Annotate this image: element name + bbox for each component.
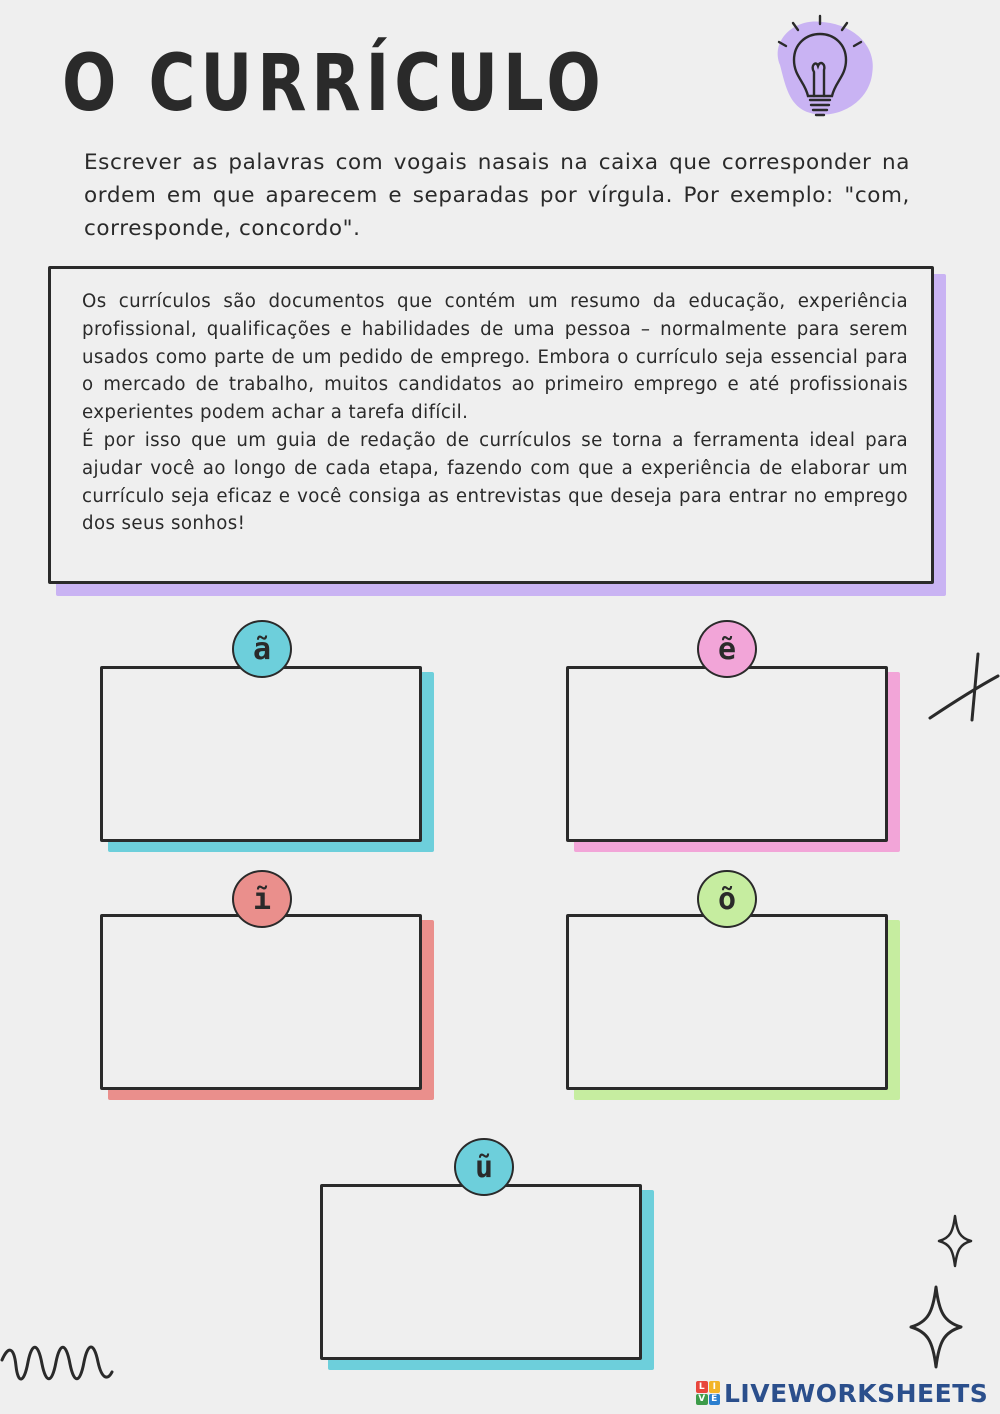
- answer-box-a[interactable]: [100, 666, 422, 842]
- answer-box-o[interactable]: [566, 914, 888, 1090]
- label-badge-i: ĩ: [232, 870, 292, 928]
- answer-box-u[interactable]: [320, 1184, 642, 1360]
- cross-scribble-icon: [924, 650, 1000, 726]
- passage-paragraph-2: É por isso que um guia de redação de currículos se torna a ferramenta ideal para ajudar você ao longo de cada etapa, fazendo com que a experiência de elaborar um currículo seja eficaz e você consiga as entrevistas que deseja para entrar no emprego dos seus sonhos!: [82, 429, 908, 535]
- brand-name: LIVEWORKSHEETS: [724, 1378, 989, 1408]
- label-badge-u: ũ: [454, 1138, 514, 1196]
- answer-box-e[interactable]: [566, 666, 888, 842]
- lightbulb-icon: [760, 10, 880, 130]
- page-title: O CURRÍCULO: [62, 39, 606, 129]
- sparkle-small-icon: [936, 1214, 974, 1268]
- sparkle-large-icon: [908, 1284, 964, 1370]
- liveworksheets-watermark: [696, 1378, 988, 1408]
- answer-box-i[interactable]: [100, 914, 422, 1090]
- liveworksheets-logo-icon: L I V E: [696, 1381, 720, 1405]
- passage-paragraph-1: Os currículos são documentos que contém um resumo da educação, experiência profissional, qualificações e habilidades de uma pessoa – normalmente para serem usados como parte de um pedido de emprego. Embora o currículo seja essencial para o mercado de trabalho, muitos candidatos ao primeiro emprego e até profissionais experientes podem achar a tarefa difícil.: [82, 291, 908, 424]
- zigzag-scribble-icon: [0, 1336, 116, 1392]
- reading-passage: [82, 288, 908, 538]
- label-badge-a: ã: [232, 620, 292, 678]
- label-badge-o: õ: [697, 870, 757, 928]
- instructions-text: Escrever as palavras com vogais nasais na caixa que corresponder na ordem em que aparecem e separadas por vírgula. Por exemplo: "com, corresponde, concordo".: [84, 150, 910, 241]
- label-badge-e: ẽ: [697, 620, 757, 678]
